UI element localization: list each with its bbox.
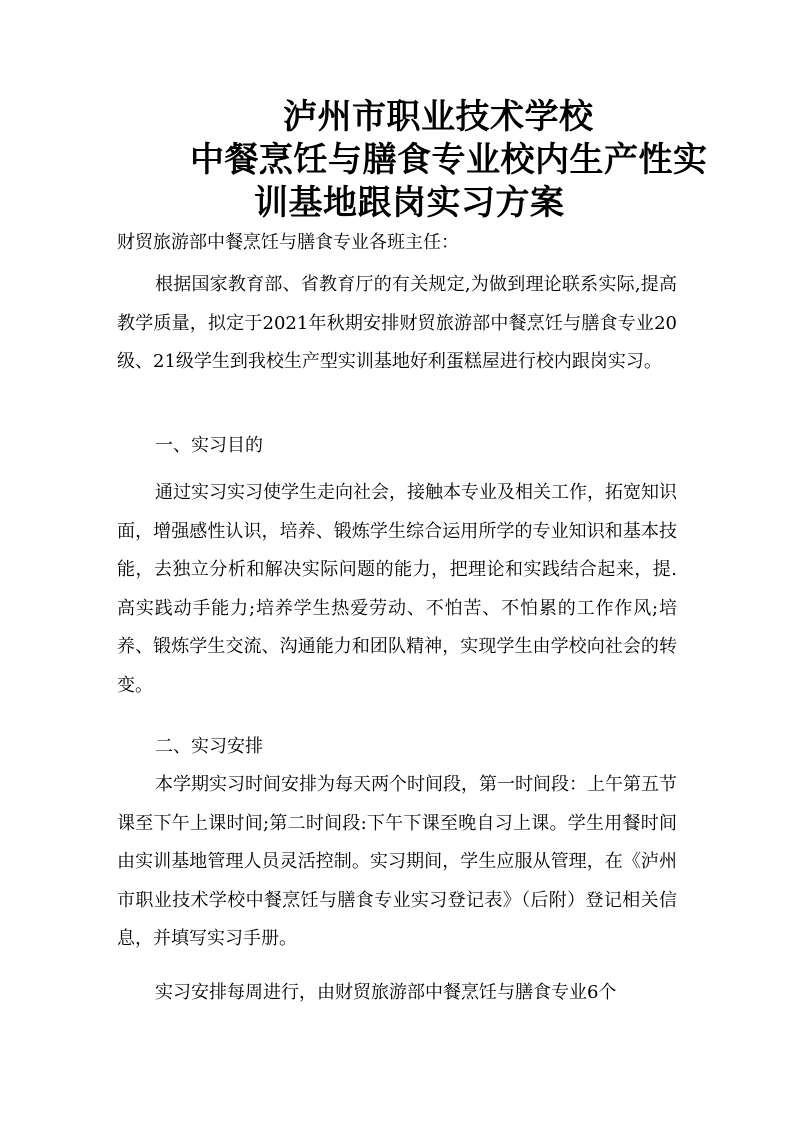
paragraph-purpose: 通过实习实习使学生走向社会，接触本专业及相关工作，拓宽知识面，增强感性认识，培养、锻炼学生综合运用所学的专业知识和基本技能，去独立分析和解决实际问题的能力，把理论和实践结合起来，提.高实践动手能力;培养学生热爱劳动、不怕苦、不怕累的工作作风;培养、锻炼学生交流、沟通能力和团队精神，实现学生由学校向社会的转变。: [117, 482, 677, 696]
paragraph-intro: 根据国家教育部、省教育厅的有关规定,为做到理论联系实际,提高教学质量，拟定于2021年秋期安排财贸旅游部中餐烹饪与膳食专业20级、21级学生到我校生产型实训基地好利蛋糕屋进行校内跟岗实习。: [117, 274, 677, 372]
section-heading-arrangement: 二、实习安排: [155, 736, 263, 757]
paragraph-arrangement: 本学期实习时间安排为每天两个时间段，第一时间段：上午第五节课至下午上课时间;第二时间段:下午下课至晚自习上课。学生用餐时间由实训基地管理人员灵活控制。实习期间，学生应服从管理，在《泸州市职业技术学校中餐烹饪与膳食专业实习登记表》（后附）登记相关信息，并填写实习手册。: [117, 774, 677, 949]
document-title-line-3: 训基地跟岗实习方案: [254, 183, 565, 223]
document-title-line-2: 中餐烹饪与膳食专业校内生产性实: [190, 140, 708, 180]
document-title-line-1: 泸州市职业技术学校: [283, 97, 594, 137]
paragraph-weekly-arrangement: 实习安排每周进行，由财贸旅游部中餐烹饪与膳食专业6个: [155, 982, 617, 1003]
salutation: 财贸旅游部中餐烹饪与膳食专业各班主任：: [117, 232, 459, 253]
section-heading-purpose: 一、实习目的: [155, 435, 263, 456]
